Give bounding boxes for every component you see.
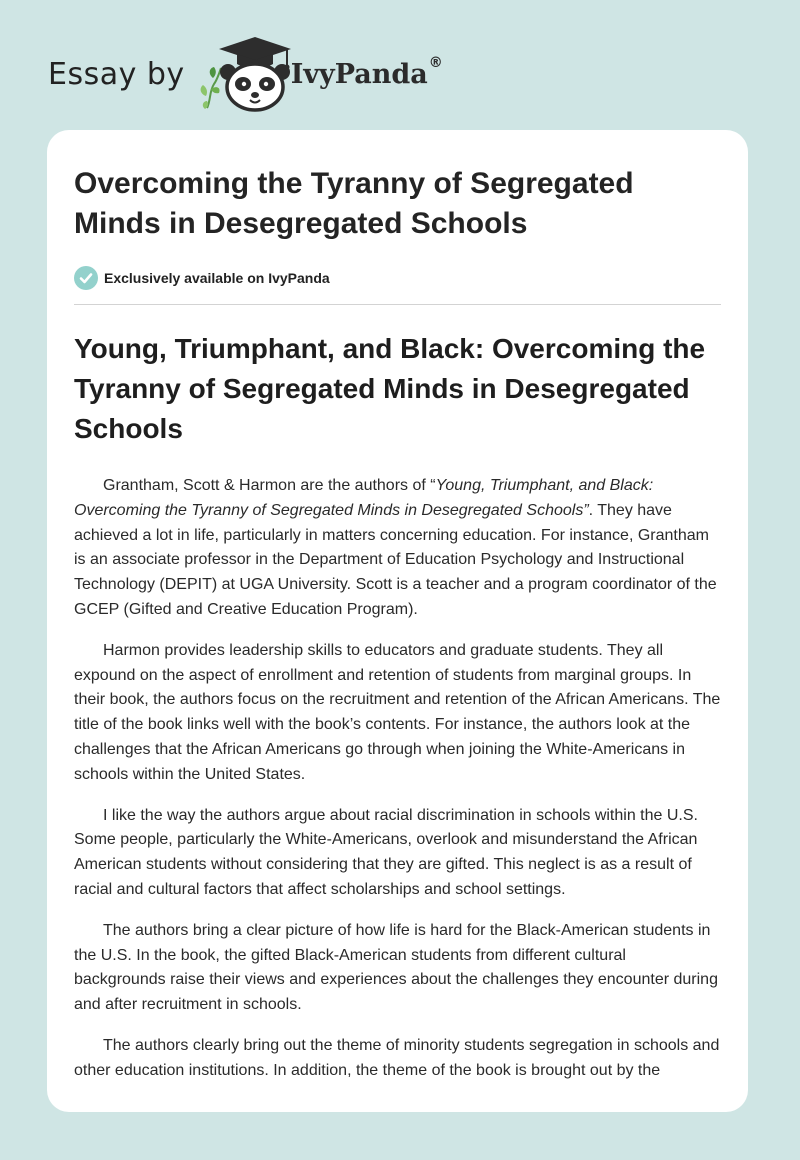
- paragraph-1: [74, 474, 721, 623]
- exclusive-label: Exclusively available on IvyPanda: [104, 270, 330, 286]
- check-circle-icon: [74, 266, 98, 290]
- site-brand[interactable]: [48, 34, 443, 114]
- brand-name: IvyPanda®: [290, 54, 443, 90]
- paragraph-4: The authors bring a clear picture of how life is hard for the Black-American students in the U.S. In the book, the gifted Black-American students from different cultural backgrounds raise their views and experiences about the challenges they encounter during and after recruitment in schools.: [74, 921, 718, 1014]
- divider: [74, 304, 721, 305]
- paragraph-1-lead: Grantham, Scott & Harmon are the authors of “: [103, 477, 436, 494]
- exclusive-badge: [74, 266, 721, 290]
- paragraph-5: The authors clearly bring out the theme of minority students segregation in schools and other education institutions. In addition, the theme of the book is brought out by the: [74, 1036, 720, 1079]
- paragraph-1-rest: . They have achieved a lot in life, particularly in matters concerning education. For instance, Grantham is an associate professor in the Department of Education Psychology and Instructional Technology (DEPIT) at UGA University. Scott is a teacher and a program coordinator of the GCEP (Gifted and Creative Education Program).: [74, 501, 717, 618]
- page-title: Overcoming the Tyranny of Segregated Minds in Desegregated Schools: [74, 167, 634, 240]
- book-title: Young, Triumphant, and Black: Overcoming the Tyranny of Segregated Minds in Desegregated Schools”: [74, 477, 654, 519]
- essay-card: [47, 130, 748, 1112]
- section-heading: Young, Triumphant, and Black: Overcoming the Tyranny of Segregated Minds in Desegregated Schools: [74, 333, 706, 444]
- brand-prefix: Essay by: [48, 56, 185, 92]
- paragraph-3: I like the way the authors argue about racial discrimination in schools within the U.S. Some people, particularly the White-Americans, overlook and misunderstand the African American students without considering that they are gifted. This neglect is as a result of racial and cultural factors that affect scholarships and school settings.: [74, 806, 698, 898]
- registered-mark: ®: [428, 54, 443, 71]
- paragraph-2: Harmon provides leadership skills to educators and graduate students. They all expound on the aspect of enrollment and retention of students from marginal groups. In their book, the authors focus on the recruitment and retention of the African Americans. The title of the book links well with the book’s contents. For instance, the authors look at the challenges that the African Americans go through when joining the White-Americans in schools within the United States.: [74, 641, 721, 783]
- panda-logo-icon: [197, 34, 295, 114]
